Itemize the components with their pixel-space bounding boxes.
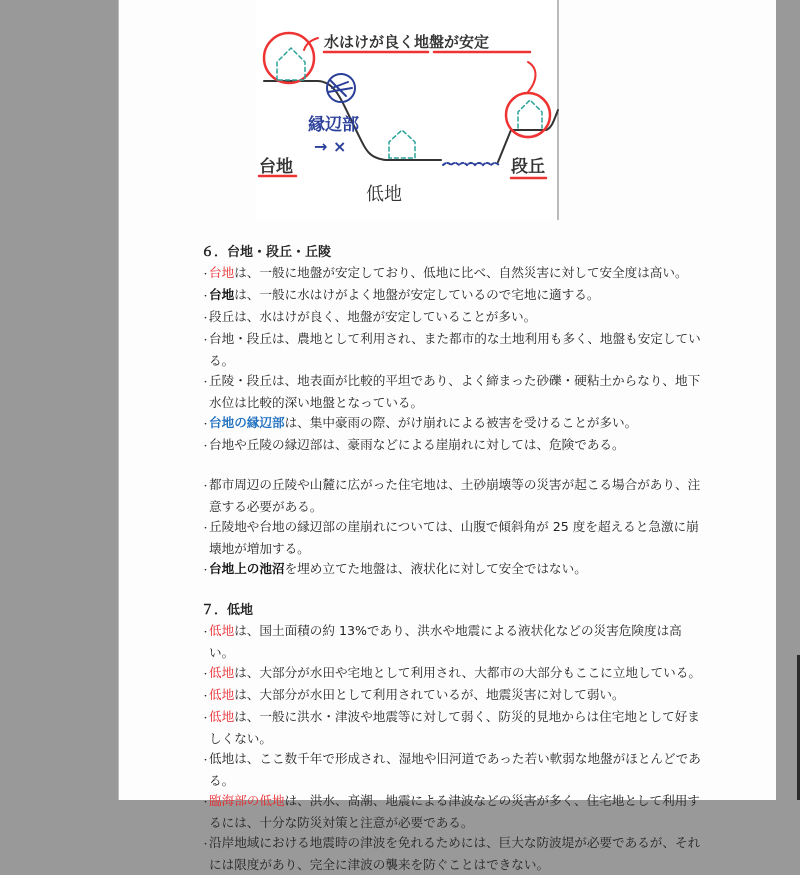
- list-item: [201, 685, 701, 707]
- highlight-term: 低地: [209, 665, 235, 680]
- item-text: 段丘は、水はけが良く、地盤が安定していることが多い。: [209, 309, 537, 324]
- list-item: [201, 475, 701, 517]
- list-item: [201, 329, 701, 371]
- figure-edge-mark: → ×: [314, 137, 347, 156]
- figure-edge-label: 縁辺部: [308, 115, 359, 135]
- item-text: 都市周辺の丘陵や山麓に広がった住宅地は、土砂崩壊等の災害が起こる場合があり、注意する必要がある。: [209, 477, 701, 514]
- list-item: [201, 663, 701, 685]
- item-text: 沿岸地域における地震時の津波を免れるためには、巨大な防波堤が必要であるが、それには限度があり、完全に津波の襲来を防ぐことはできない。: [209, 835, 701, 872]
- item-text: 低地は、ここ数千年で形成され、湿地や旧河道であった若い軟弱な地盤がほとんどである。: [209, 751, 701, 788]
- item-text: 丘陵地や台地の縁辺部の崖崩れについては、山腹で傾斜角が 25 度を超えると急激に崩壊地が増加する。: [209, 519, 699, 556]
- highlight-term: 低地: [209, 709, 235, 724]
- highlight-term: 臨海部の低地: [209, 793, 285, 808]
- figure-label-lowland: 低地: [366, 184, 402, 205]
- item-text: 台地や丘陵の縁辺部は、豪雨などによる崖崩れに対しては、危険である。: [209, 437, 625, 452]
- figure-caption-top: 水はけが良く地盤が安定: [324, 33, 490, 51]
- list-item: [201, 749, 701, 791]
- item-text: は、一般に洪水・津波や地震等に対して弱く、防災的見地からは住宅地として好ましくない。: [209, 709, 700, 746]
- landform-illustration: [256, 0, 560, 221]
- list-item: [201, 435, 701, 457]
- item-text: は、大部分が水田や宅地として利用され、大都市の大部分もここに立地している。: [234, 665, 701, 680]
- document-page: [118, 0, 776, 872]
- figure-label-plateau: 台地: [259, 157, 293, 177]
- item-text: は、集中豪雨の際、がけ崩れによる被害を受けることが多い。: [284, 415, 638, 430]
- item-text: は、一般に水はけがよく地盤が安定しているので宅地に適する。: [234, 287, 600, 302]
- item-text: 丘陵・段丘は、地表面が比較的平坦であり、よく締まった砂礫・硬粘土からなり、地下水位は比較的深い地盤となっている。: [209, 373, 701, 410]
- item-text: は、国土面積の約 13%であり、洪水や地震による液状化などの災害危険度は高い。: [209, 623, 682, 660]
- item-text: は、洪水、高潮、地震による津波などの災害が多く、住宅地として利用するには、十分な防災対策と注意が必要である。: [209, 793, 700, 830]
- list-item: [201, 413, 701, 435]
- list-item: [201, 707, 701, 749]
- list-item: [201, 833, 701, 875]
- list-item: [201, 621, 701, 663]
- section-heading-6: ６．台地・段丘・丘陵: [201, 245, 332, 260]
- highlight-term: 低地: [209, 687, 235, 702]
- highlight-term: 台地: [209, 287, 235, 302]
- list-item: [201, 263, 701, 285]
- list-item: [201, 559, 701, 581]
- item-text: は、一般に地盤が安定しており、低地に比べ、自然災害に対して安全度は高い。: [234, 265, 688, 280]
- list-item: [201, 307, 701, 329]
- list-item: [201, 517, 701, 559]
- highlight-term: 台地: [209, 265, 235, 280]
- highlight-term: 台地上の池沼: [209, 561, 285, 576]
- item-text: を埋め立てた地盤は、液状化に対して安全ではない。: [284, 561, 587, 576]
- highlight-term: 低地: [209, 623, 235, 638]
- list-item: [201, 371, 701, 413]
- figure-label-terrace: 段丘: [511, 157, 545, 177]
- item-text: 台地・段丘は、農地として利用され、また都市的な土地利用も多く、地盤も安定している。: [209, 331, 701, 368]
- highlight-term: 台地の縁辺部: [209, 415, 285, 430]
- item-text: は、大部分が水田として利用されているが、地震災害に対して弱い。: [234, 687, 625, 702]
- document-content: [201, 243, 701, 875]
- list-item: [201, 791, 701, 833]
- list-item: [201, 285, 701, 307]
- section-heading-7: ７．低地: [201, 603, 254, 618]
